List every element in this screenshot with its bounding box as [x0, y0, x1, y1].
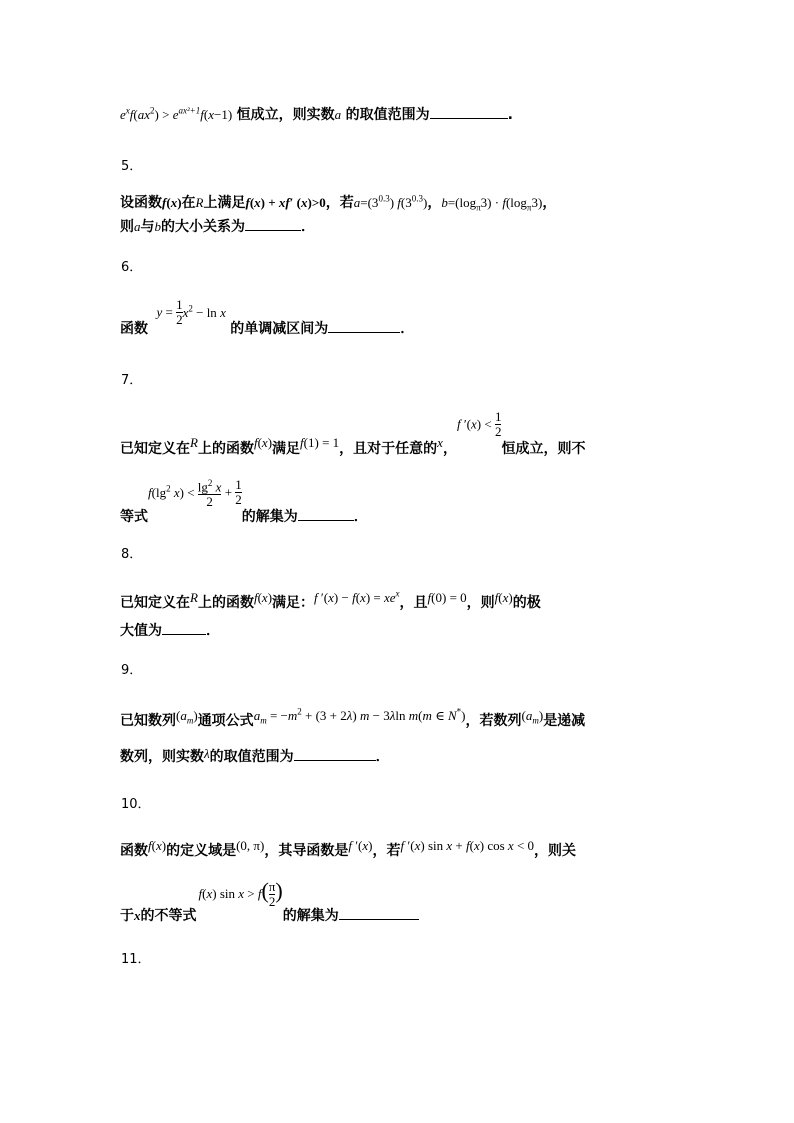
q5-R: R — [195, 195, 204, 210]
q10-fx: f(x) — [148, 838, 167, 853]
q5-text-b: 在 — [181, 195, 196, 211]
q4-end: . — [507, 107, 513, 123]
q5-number: 5． — [121, 159, 143, 174]
q8-text-c: 满足： — [272, 595, 315, 611]
q10-number: 10． — [121, 797, 151, 812]
q7-line2 — [120, 476, 368, 525]
q8-text-d: ，且 — [399, 595, 428, 611]
q7-answer-blank[interactable] — [298, 508, 354, 521]
q7-line2-b: 的解集为 — [241, 508, 298, 525]
q9-formula: $a_m = -m^2 + (3 + 2\lambda) m - 3\lambda\ln$ m(m ∈ N*) — [253, 706, 466, 726]
q10-text-d: ，若 — [372, 843, 401, 859]
q6-formula: y = $\frac{1}{2}$ $x^2 - \ln x$ — [156, 297, 226, 327]
q6-answer-blank[interactable] — [328, 320, 400, 333]
q5-var-a: a — [134, 219, 141, 234]
q10-line2 — [120, 878, 419, 924]
q5-text-a: 设函数 — [120, 195, 162, 211]
q5-condition: f(x) + xf′ (x)>0 — [245, 195, 326, 210]
q8-end: ． — [206, 623, 220, 639]
q9-text-b: 通项公式 — [197, 713, 254, 729]
q8-text-f: 的极 — [512, 595, 541, 611]
q4-inequality: $e^xf(ax^2) > e^{ax^2+1}f(x-1)$ — [120, 105, 233, 122]
q9-text-d: 是递减 — [543, 713, 586, 729]
q9-line2-b: 的取值范围为 — [209, 749, 294, 765]
q5-line1 — [120, 192, 556, 213]
q10-fprime: f ′(x) — [348, 838, 373, 853]
q6-lead: 函数 — [120, 320, 148, 337]
q7-line1 — [120, 409, 586, 457]
q8-fx2: f(x) — [494, 590, 513, 605]
q8-f0: f(0) = 0 — [427, 590, 467, 605]
q5-text-e: ， — [427, 195, 442, 211]
q6-tail: 的单调减区间为 — [230, 320, 329, 337]
q9-lambda: λ — [204, 746, 210, 761]
q5-text-d: ，若 — [325, 195, 354, 211]
q7-text-d: ，且对于任意的 — [339, 440, 438, 457]
q10-answer-blank[interactable] — [339, 907, 419, 920]
q10-line1 — [120, 840, 576, 860]
q10-condition: f ′(x) sin x + f(x) cos x < 0 — [400, 838, 535, 853]
q7-inequality: $f(\lg^2$ x) < $\frac{\lg^2 x}{2}$ + $\frac{1}{2}$ — [148, 477, 242, 510]
q10-text-c: ，其导函数是 — [264, 843, 349, 859]
q5-a-def: $a=(3^{0.3})$ $f(3^{0.3})$ — [353, 193, 428, 210]
q5-var-b: b — [154, 219, 161, 234]
q8-text-b: 上的函数 — [197, 595, 254, 611]
q4-text2: 的取值范围为 — [345, 107, 430, 123]
q4-var-a: a — [334, 107, 342, 122]
q7-text-b: 上的函数 — [197, 440, 254, 457]
q5-line2 — [120, 216, 315, 236]
q8-answer-blank[interactable] — [162, 622, 206, 635]
q7-text-a: 已知定义在 — [120, 440, 190, 457]
q5-answer-blank[interactable] — [245, 218, 301, 231]
q9-seq: $(a_m)$ — [176, 708, 198, 726]
q6-end: ． — [400, 320, 415, 337]
q11-number: 11． — [121, 952, 151, 967]
q5-b-def: $b=(\log_\pi 3) \cdot f(\log_\pi 3)$ — [441, 195, 543, 213]
q9-text-c: ，若数列 — [465, 713, 522, 729]
q9-end: ． — [375, 749, 390, 765]
q5-line2-a: 则 — [120, 219, 134, 235]
q7-f1: f(1) = 1 — [300, 434, 340, 450]
q8-condition: f $'(x) - f(x) = xe^x$ — [314, 588, 400, 605]
q5-line2-b: 与 — [140, 219, 155, 235]
q5-fx: f(x) — [162, 195, 182, 210]
q8-fx: f(x) — [253, 590, 273, 605]
q9-text-a: 已知数列 — [120, 713, 176, 729]
q10-text-a: 函数 — [120, 843, 148, 859]
q8-line2 — [120, 620, 220, 640]
q10-text-b: 的定义域是 — [166, 843, 237, 859]
q9-line1 — [120, 706, 586, 731]
q4-answer-blank[interactable] — [430, 106, 508, 119]
q6-number: 6． — [121, 260, 143, 275]
q10-text-e: ，则关 — [534, 843, 577, 859]
q10-line2-c: 的解集为 — [282, 908, 339, 924]
q9-answer-blank[interactable] — [294, 748, 376, 761]
q8-number: 8． — [121, 547, 143, 562]
q5-text-c: 上满足 — [203, 195, 246, 211]
q9-line2 — [120, 746, 390, 766]
q9-seq2: $(a_m)$ — [521, 708, 544, 726]
q5-line2-c: 的大小关系为 — [161, 219, 245, 235]
q8-text-e: ，则 — [466, 595, 495, 611]
q7-number: 7． — [121, 373, 143, 388]
q8-line2-a: 大值为 — [120, 623, 162, 639]
q9-number: 9． — [121, 663, 143, 678]
q10-line2-a: 于 — [120, 908, 134, 924]
q8-line1 — [120, 588, 541, 612]
q10-domain: (0, π) — [236, 838, 265, 853]
q10-line2-b: 的不等式 — [140, 908, 197, 924]
q10-inequality: f(x) sin x > f( $\frac{\pi}{2}$ ) — [198, 878, 283, 909]
q4-condition-line — [120, 104, 513, 124]
q7-fx: f(x) — [253, 434, 273, 450]
q7-text-f: 恒成立，则不 — [501, 440, 586, 457]
q7-x: x — [437, 434, 443, 450]
q7-R: R — [190, 434, 198, 450]
q5-end: ． — [301, 219, 315, 235]
q7-end: ． — [353, 508, 368, 525]
q10-x: x — [134, 908, 141, 923]
q7-line2-a: 等式 — [120, 508, 148, 525]
q8-R: R — [190, 590, 198, 605]
q7-deriv-cond: f ′(x) < $\frac{1}{2}$ — [456, 409, 502, 439]
q8-text-a: 已知定义在 — [120, 595, 190, 611]
q5-text-f: ， — [542, 195, 557, 211]
q4-text: 恒成立，则实数 — [236, 107, 335, 123]
q7-text-e: ， — [442, 440, 457, 457]
q7-text-c: 满足 — [272, 440, 301, 457]
q6-line — [120, 297, 415, 337]
q9-line2-a: 数列，则实数 — [120, 749, 204, 765]
